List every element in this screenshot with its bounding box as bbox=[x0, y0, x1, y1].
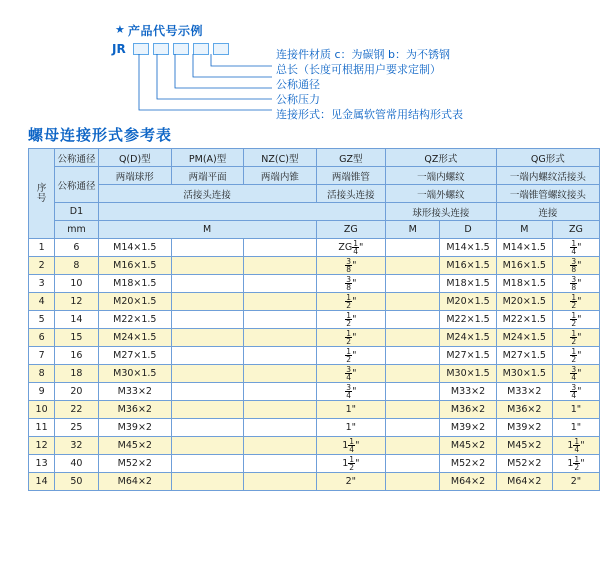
cell-nz bbox=[244, 365, 316, 383]
cell-qz-m bbox=[386, 239, 440, 257]
cell-qg-m: M16×1.5 bbox=[496, 257, 552, 275]
cell-nz bbox=[244, 239, 316, 257]
cell-qz-d: M33×2 bbox=[440, 383, 496, 401]
cell-gz: ZG $\frac{1}{4}$ " bbox=[316, 239, 386, 257]
cell-qz-d: M16×1.5 bbox=[440, 257, 496, 275]
cell-seq: 2 bbox=[29, 257, 55, 275]
header-row4-qz: 球形接头连接 bbox=[386, 203, 496, 221]
cell-dn: 10 bbox=[55, 275, 99, 293]
cell-gz: 1 $\frac{1}{4}$ " bbox=[316, 437, 386, 455]
cell-gz: $\frac{3}{8}$ " bbox=[316, 275, 386, 293]
cell-nz bbox=[244, 311, 316, 329]
header-group-qg: QG形式 bbox=[496, 149, 599, 167]
cell-qg-m: M27×1.5 bbox=[496, 347, 552, 365]
header-sub-qd: 两端球形 bbox=[98, 167, 171, 185]
header-group-pm: PM(A)型 bbox=[171, 149, 243, 167]
cell-seq: 3 bbox=[29, 275, 55, 293]
cell-qd: M24×1.5 bbox=[98, 329, 171, 347]
cell-qz-d: M20×1.5 bbox=[440, 293, 496, 311]
cell-pm bbox=[171, 365, 243, 383]
cell-qz-m bbox=[386, 383, 440, 401]
cell-qz-d: M52×2 bbox=[440, 455, 496, 473]
table-header-row-2 bbox=[29, 167, 600, 185]
cell-dn: 8 bbox=[55, 257, 99, 275]
cell-seq: 9 bbox=[29, 383, 55, 401]
cell-qd: M16×1.5 bbox=[98, 257, 171, 275]
table-row bbox=[29, 473, 600, 491]
cell-nz bbox=[244, 419, 316, 437]
cell-dn: 6 bbox=[55, 239, 99, 257]
code-prefix: JR bbox=[112, 42, 126, 56]
cell-qd: M33×2 bbox=[98, 383, 171, 401]
cell-pm bbox=[171, 383, 243, 401]
cell-dn: 14 bbox=[55, 311, 99, 329]
table-header-row-4 bbox=[29, 203, 600, 221]
cell-gz: $\frac{3}{4}$ " bbox=[316, 365, 386, 383]
cell-qd: M45×2 bbox=[98, 437, 171, 455]
table-row bbox=[29, 329, 600, 347]
cell-seq: 1 bbox=[29, 239, 55, 257]
cell-pm bbox=[171, 257, 243, 275]
cell-qg-m: M52×2 bbox=[496, 455, 552, 473]
cell-qg-m: M20×1.5 bbox=[496, 293, 552, 311]
cell-dn: 22 bbox=[55, 401, 99, 419]
header-row3-qg: 一端锥管螺纹接头 bbox=[496, 185, 599, 203]
header-dn: 公称通径 bbox=[55, 149, 99, 167]
cell-qd: M52×2 bbox=[98, 455, 171, 473]
cell-nz bbox=[244, 437, 316, 455]
cell-pm bbox=[171, 401, 243, 419]
legend-item-connection-form: 连接形式：见金属软管常用结构形式表 bbox=[276, 108, 463, 121]
star-icon: ★ bbox=[115, 23, 125, 36]
cell-pm bbox=[171, 329, 243, 347]
nut-connection-table-wrap bbox=[28, 148, 600, 491]
diagram-legend bbox=[276, 48, 463, 123]
cell-dn: 12 bbox=[55, 293, 99, 311]
table-row bbox=[29, 257, 600, 275]
cell-qz-d: M64×2 bbox=[440, 473, 496, 491]
cell-qd: M20×1.5 bbox=[98, 293, 171, 311]
header-unit-qg-zg: ZG bbox=[552, 221, 599, 239]
cell-qg-zg: $\frac{3}{4}$ " bbox=[552, 383, 599, 401]
header-group-qz: QZ形式 bbox=[386, 149, 496, 167]
cell-qg-zg: 1" bbox=[552, 419, 599, 437]
cell-qz-m bbox=[386, 401, 440, 419]
cell-qz-m bbox=[386, 473, 440, 491]
table-head bbox=[29, 149, 600, 239]
cell-pm bbox=[171, 239, 243, 257]
cell-pm bbox=[171, 311, 243, 329]
cell-gz: $\frac{1}{2}$ " bbox=[316, 347, 386, 365]
cell-qg-m: M30×1.5 bbox=[496, 365, 552, 383]
cell-qz-m bbox=[386, 455, 440, 473]
table-row bbox=[29, 347, 600, 365]
legend-item-nominal-pressure: 公称压力 bbox=[276, 93, 320, 106]
cell-dn: 20 bbox=[55, 383, 99, 401]
cell-qg-m: M64×2 bbox=[496, 473, 552, 491]
table-row bbox=[29, 401, 600, 419]
cell-seq: 10 bbox=[29, 401, 55, 419]
cell-qg-m: M22×1.5 bbox=[496, 311, 552, 329]
header-row4-blank bbox=[98, 203, 385, 221]
cell-qg-zg: $\frac{1}{2}$ " bbox=[552, 293, 599, 311]
cell-qg-zg: 2" bbox=[552, 473, 599, 491]
cell-qd: M14×1.5 bbox=[98, 239, 171, 257]
header-group-qd: Q(D)型 bbox=[98, 149, 171, 167]
legend-item-nominal-diameter: 公称通径 bbox=[276, 78, 320, 91]
header-d1: D1 bbox=[55, 203, 99, 221]
table-row bbox=[29, 437, 600, 455]
cell-nz bbox=[244, 383, 316, 401]
cell-qz-m bbox=[386, 257, 440, 275]
header-sub-pm: 两端平面 bbox=[171, 167, 243, 185]
cell-gz: $\frac{1}{2}$ " bbox=[316, 329, 386, 347]
header-unit-qz-m: M bbox=[386, 221, 440, 239]
cell-seq: 12 bbox=[29, 437, 55, 455]
cell-qd: M36×2 bbox=[98, 401, 171, 419]
cell-dn: 50 bbox=[55, 473, 99, 491]
cell-dn: 40 bbox=[55, 455, 99, 473]
cell-qd: M22×1.5 bbox=[98, 311, 171, 329]
header-dn-label: 公称通径 bbox=[55, 167, 99, 203]
product-code-diagram bbox=[0, 0, 600, 120]
header-unit-mm: mm bbox=[55, 221, 99, 239]
table-row bbox=[29, 311, 600, 329]
cell-qz-d: M24×1.5 bbox=[440, 329, 496, 347]
cell-gz: $\frac{1}{2}$ " bbox=[316, 293, 386, 311]
header-group-gz: GZ型 bbox=[316, 149, 386, 167]
cell-qd: M64×2 bbox=[98, 473, 171, 491]
cell-qg-m: M45×2 bbox=[496, 437, 552, 455]
cell-nz bbox=[244, 257, 316, 275]
cell-qz-m bbox=[386, 275, 440, 293]
cell-nz bbox=[244, 275, 316, 293]
cell-qg-zg: 1 $\frac{1}{2}$ " bbox=[552, 455, 599, 473]
cell-qg-m: M39×2 bbox=[496, 419, 552, 437]
cell-qd: M39×2 bbox=[98, 419, 171, 437]
cell-gz: 1" bbox=[316, 401, 386, 419]
cell-pm bbox=[171, 473, 243, 491]
cell-qz-m bbox=[386, 437, 440, 455]
cell-dn: 15 bbox=[55, 329, 99, 347]
header-group-nz: NZ(C)型 bbox=[244, 149, 316, 167]
header-row3-gz: 活接头连接 bbox=[316, 185, 386, 203]
header-sub-qz: 一端内螺纹 bbox=[386, 167, 496, 185]
cell-qz-m bbox=[386, 293, 440, 311]
cell-pm bbox=[171, 437, 243, 455]
table-row bbox=[29, 293, 600, 311]
cell-pm bbox=[171, 275, 243, 293]
cell-nz bbox=[244, 455, 316, 473]
cell-nz bbox=[244, 329, 316, 347]
cell-qg-zg: $\frac{1}{2}$ " bbox=[552, 347, 599, 365]
cell-qd: M18×1.5 bbox=[98, 275, 171, 293]
table-body bbox=[29, 239, 600, 491]
cell-qg-m: M36×2 bbox=[496, 401, 552, 419]
legend-item-material: 连接件材质 c：为碳钢 b：为不锈钢 bbox=[276, 48, 451, 61]
cell-seq: 14 bbox=[29, 473, 55, 491]
header-unit-m: M bbox=[98, 221, 316, 239]
cell-seq: 7 bbox=[29, 347, 55, 365]
cell-qd: M27×1.5 bbox=[98, 347, 171, 365]
table-header-row-5 bbox=[29, 221, 600, 239]
cell-qg-zg: $\frac{1}{2}$ " bbox=[552, 329, 599, 347]
header-sub-qg: 一端内螺纹活接头 bbox=[496, 167, 599, 185]
diagram-title: 产品代号示例 bbox=[128, 24, 204, 38]
nut-connection-table bbox=[28, 148, 600, 491]
cell-dn: 18 bbox=[55, 365, 99, 383]
header-sub-nz: 两端内锥 bbox=[244, 167, 316, 185]
header-unit-qz-d: D bbox=[440, 221, 496, 239]
cell-pm bbox=[171, 347, 243, 365]
cell-qg-zg: 1" bbox=[552, 401, 599, 419]
cell-nz bbox=[244, 401, 316, 419]
header-row3-left: 活接头连接 bbox=[98, 185, 316, 203]
cell-qz-m bbox=[386, 365, 440, 383]
cell-qd: M30×1.5 bbox=[98, 365, 171, 383]
cell-gz: $\frac{3}{8}$ " bbox=[316, 257, 386, 275]
cell-nz bbox=[244, 293, 316, 311]
header-seq: 序 号 bbox=[29, 149, 55, 239]
header-unit-qg-m: M bbox=[496, 221, 552, 239]
header-row4-qg: 连接 bbox=[496, 203, 599, 221]
header-sub-gz: 两端锥管 bbox=[316, 167, 386, 185]
cell-seq: 8 bbox=[29, 365, 55, 383]
cell-gz: $\frac{1}{2}$ " bbox=[316, 311, 386, 329]
cell-nz bbox=[244, 473, 316, 491]
cell-pm bbox=[171, 293, 243, 311]
cell-qz-d: M30×1.5 bbox=[440, 365, 496, 383]
header-unit-zg: ZG bbox=[316, 221, 386, 239]
cell-seq: 5 bbox=[29, 311, 55, 329]
table-row bbox=[29, 455, 600, 473]
cell-pm bbox=[171, 455, 243, 473]
table-title: 螺母连接形式参考表 bbox=[28, 126, 173, 144]
cell-qg-zg: $\frac{3}{8}$ " bbox=[552, 257, 599, 275]
cell-qz-m bbox=[386, 347, 440, 365]
table-row bbox=[29, 275, 600, 293]
cell-qg-zg: 1 $\frac{1}{4}$ " bbox=[552, 437, 599, 455]
cell-qg-m: M33×2 bbox=[496, 383, 552, 401]
table-header-row-1 bbox=[29, 149, 600, 167]
cell-gz: 1 $\frac{1}{2}$ " bbox=[316, 455, 386, 473]
cell-qz-d: M18×1.5 bbox=[440, 275, 496, 293]
header-row3-qz: 一端外螺纹 bbox=[386, 185, 496, 203]
table-row bbox=[29, 383, 600, 401]
cell-qg-zg: $\frac{3}{4}$ " bbox=[552, 365, 599, 383]
table-row bbox=[29, 365, 600, 383]
cell-qg-m: M18×1.5 bbox=[496, 275, 552, 293]
cell-dn: 32 bbox=[55, 437, 99, 455]
cell-qg-m: M14×1.5 bbox=[496, 239, 552, 257]
cell-pm bbox=[171, 419, 243, 437]
cell-seq: 6 bbox=[29, 329, 55, 347]
cell-gz: 2" bbox=[316, 473, 386, 491]
cell-dn: 25 bbox=[55, 419, 99, 437]
cell-qz-d: M36×2 bbox=[440, 401, 496, 419]
cell-nz bbox=[244, 347, 316, 365]
cell-qz-m bbox=[386, 329, 440, 347]
cell-seq: 13 bbox=[29, 455, 55, 473]
cell-seq: 11 bbox=[29, 419, 55, 437]
cell-dn: 16 bbox=[55, 347, 99, 365]
cell-qg-zg: $\frac{1}{2}$ " bbox=[552, 311, 599, 329]
table-row bbox=[29, 419, 600, 437]
cell-gz: $\frac{3}{4}$ " bbox=[316, 383, 386, 401]
cell-qg-zg: $\frac{1}{4}$ " bbox=[552, 239, 599, 257]
cell-qz-d: M27×1.5 bbox=[440, 347, 496, 365]
cell-gz: 1" bbox=[316, 419, 386, 437]
cell-qz-d: M22×1.5 bbox=[440, 311, 496, 329]
cell-qz-d: M45×2 bbox=[440, 437, 496, 455]
table-header-row-3 bbox=[29, 185, 600, 203]
cell-qg-zg: $\frac{3}{8}$ " bbox=[552, 275, 599, 293]
table-row bbox=[29, 239, 600, 257]
cell-qz-m bbox=[386, 419, 440, 437]
cell-qz-d: M39×2 bbox=[440, 419, 496, 437]
legend-item-length: 总长（长度可根据用户要求定制） bbox=[276, 63, 441, 76]
cell-qz-d: M14×1.5 bbox=[440, 239, 496, 257]
cell-seq: 4 bbox=[29, 293, 55, 311]
cell-qz-m bbox=[386, 311, 440, 329]
cell-qg-m: M24×1.5 bbox=[496, 329, 552, 347]
